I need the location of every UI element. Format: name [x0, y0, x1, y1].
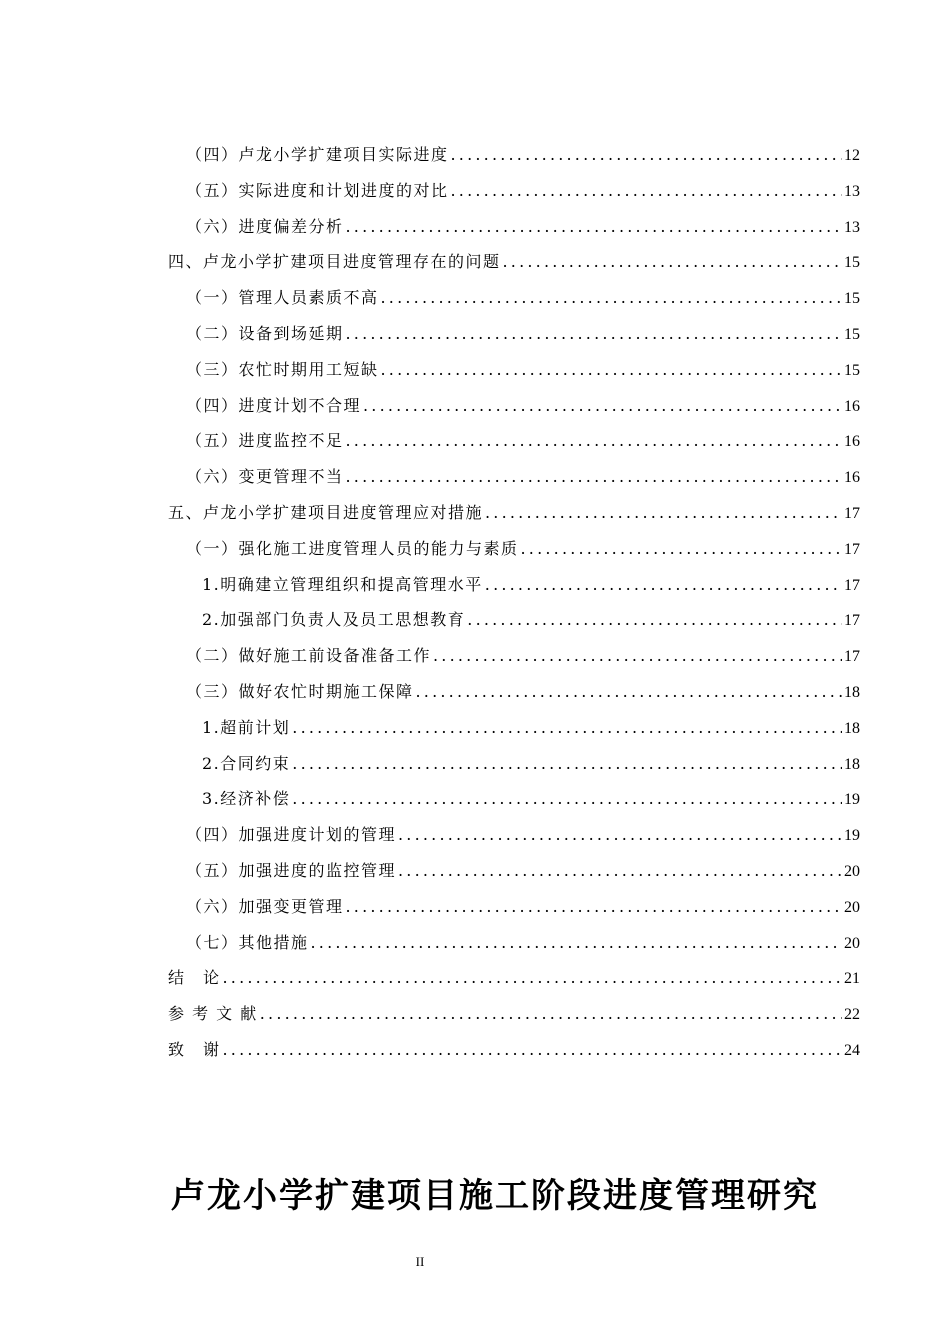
toc-entry-page: 17 [844, 504, 860, 522]
toc-entry-page: 16 [844, 433, 860, 451]
toc-entry-title: 2.加强部门负责人及员工思想教育 [202, 610, 466, 630]
toc-entry [168, 674, 860, 710]
toc-entry [168, 531, 860, 567]
toc-entry-title: （七）其他措施 [186, 932, 309, 952]
toc-leader-dots [398, 853, 842, 889]
toc-leader-dots [346, 316, 842, 352]
toc-entry-page: 17 [844, 648, 860, 666]
toc-entry [168, 638, 860, 674]
toc-entry-page: 19 [844, 827, 860, 845]
toc-leader-dots [381, 352, 842, 388]
toc-entry-page: 20 [844, 934, 860, 952]
toc-entry-page: 15 [844, 361, 860, 379]
toc-entry [168, 781, 860, 817]
toc-entry [168, 1032, 860, 1068]
toc-entry-page: 18 [844, 683, 860, 701]
toc-entry-title: 致 谢 [168, 1039, 221, 1059]
toc-leader-dots [451, 173, 842, 209]
toc-leader-dots [311, 925, 842, 961]
toc-entry-title: （五）加强进度的监控管理 [186, 860, 397, 880]
toc-entry-page: 16 [844, 397, 860, 415]
toc-entry-page: 18 [844, 755, 860, 773]
toc-entry [168, 244, 860, 280]
toc-entry-title: （三）做好农忙时期施工保障 [186, 681, 414, 701]
toc-entry-title: （一）管理人员素质不高 [186, 288, 379, 308]
toc-leader-dots [292, 781, 842, 817]
toc-entry-title: 结 论 [168, 968, 221, 988]
toc-entry-page: 15 [844, 254, 860, 272]
toc-entry-title: （六）进度偏差分析 [186, 216, 344, 236]
toc-entry [168, 316, 860, 352]
toc-leader-dots [292, 710, 842, 746]
toc-entry-title: （二）设备到场延期 [186, 323, 344, 343]
toc-entry-title: 3.经济补偿 [202, 789, 291, 809]
toc-entry [168, 567, 860, 603]
toc-leader-dots [346, 423, 842, 459]
toc-entry-page: 15 [844, 325, 860, 343]
toc-entry-page: 15 [844, 290, 860, 308]
toc-entry-page: 20 [844, 898, 860, 916]
toc-entry-page: 24 [844, 1041, 860, 1059]
toc-entry-title: 参 考 文 献 [168, 1004, 258, 1024]
toc-entry-title: （一）强化施工进度管理人员的能力与素质 [186, 538, 519, 558]
toc-entry-title: （五）进度监控不足 [186, 431, 344, 451]
toc-leader-dots [223, 960, 842, 996]
toc-entry [168, 423, 860, 459]
toc-entry [168, 602, 860, 638]
toc-entry [168, 209, 860, 245]
toc-entry [168, 889, 860, 925]
toc-entry [168, 388, 860, 424]
toc-leader-dots [346, 459, 842, 495]
toc-entry-page: 17 [844, 576, 860, 594]
toc-leader-dots [467, 602, 842, 638]
toc-entry [168, 173, 860, 209]
toc-entry-page: 21 [844, 970, 860, 988]
toc-entry-page: 17 [844, 540, 860, 558]
toc-leader-dots [433, 638, 842, 674]
toc-entry-title: 五、卢龙小学扩建项目进度管理应对措施 [168, 502, 484, 522]
toc-entry-title: （六）变更管理不当 [186, 467, 344, 487]
toc-leader-dots [223, 1032, 842, 1068]
toc-entry-page: 12 [844, 147, 860, 164]
toc-entry-page: 17 [844, 612, 860, 630]
toc-entry-title: （三）农忙时期用工短缺 [186, 359, 379, 379]
toc-leader-dots [346, 209, 842, 245]
toc-entry-page: 18 [844, 719, 860, 737]
toc-entry-title: （六）加强变更管理 [186, 896, 344, 916]
toc-entry-page: 13 [844, 218, 860, 236]
toc-entry [168, 996, 860, 1032]
toc-leader-dots [451, 137, 842, 173]
document-title: 卢龙小学扩建项目施工阶段进度管理研究 [171, 1176, 819, 1216]
toc-leader-dots [398, 817, 842, 853]
page-number: II [415, 1254, 425, 1269]
toc-entry [168, 925, 860, 961]
toc-entry-title: （四）加强进度计划的管理 [186, 825, 397, 845]
toc-entry-title: （二）做好施工前设备准备工作 [186, 646, 432, 666]
toc-leader-dots [381, 280, 842, 316]
table-of-contents [168, 137, 860, 1068]
toc-entry [168, 746, 860, 782]
toc-entry [168, 137, 860, 173]
toc-entry [168, 960, 860, 996]
toc-entry-title: 四、卢龙小学扩建项目进度管理存在的问题 [168, 252, 501, 272]
toc-entry-title: （四）进度计划不合理 [186, 395, 362, 415]
toc-entry-title: 1.超前计划 [202, 717, 291, 737]
toc-entry [168, 280, 860, 316]
toc-leader-dots [363, 388, 842, 424]
toc-leader-dots [485, 567, 842, 603]
toc-entry-title: （五）实际进度和计划进度的对比 [186, 180, 449, 200]
toc-leader-dots [346, 889, 842, 925]
toc-entry [168, 817, 860, 853]
toc-entry [168, 853, 860, 889]
toc-leader-dots [292, 746, 842, 782]
toc-entry [168, 710, 860, 746]
toc-leader-dots [416, 674, 842, 710]
toc-leader-dots [485, 495, 842, 531]
toc-entry [168, 352, 860, 388]
toc-entry-page: 19 [844, 791, 860, 809]
toc-entry-title: （四）卢龙小学扩建项目实际进度 [186, 145, 449, 164]
toc-entry [168, 495, 860, 531]
toc-leader-dots [503, 244, 842, 280]
toc-leader-dots [260, 996, 842, 1032]
toc-entry-title: 2.合同约束 [202, 753, 291, 773]
toc-entry-title: 1.明确建立管理组织和提高管理水平 [202, 574, 483, 594]
toc-entry-page: 13 [844, 182, 860, 200]
toc-entry [168, 459, 860, 495]
toc-entry-page: 16 [844, 469, 860, 487]
toc-entry-page: 20 [844, 862, 860, 880]
toc-entry-page: 22 [844, 1006, 860, 1024]
toc-leader-dots [521, 531, 842, 567]
